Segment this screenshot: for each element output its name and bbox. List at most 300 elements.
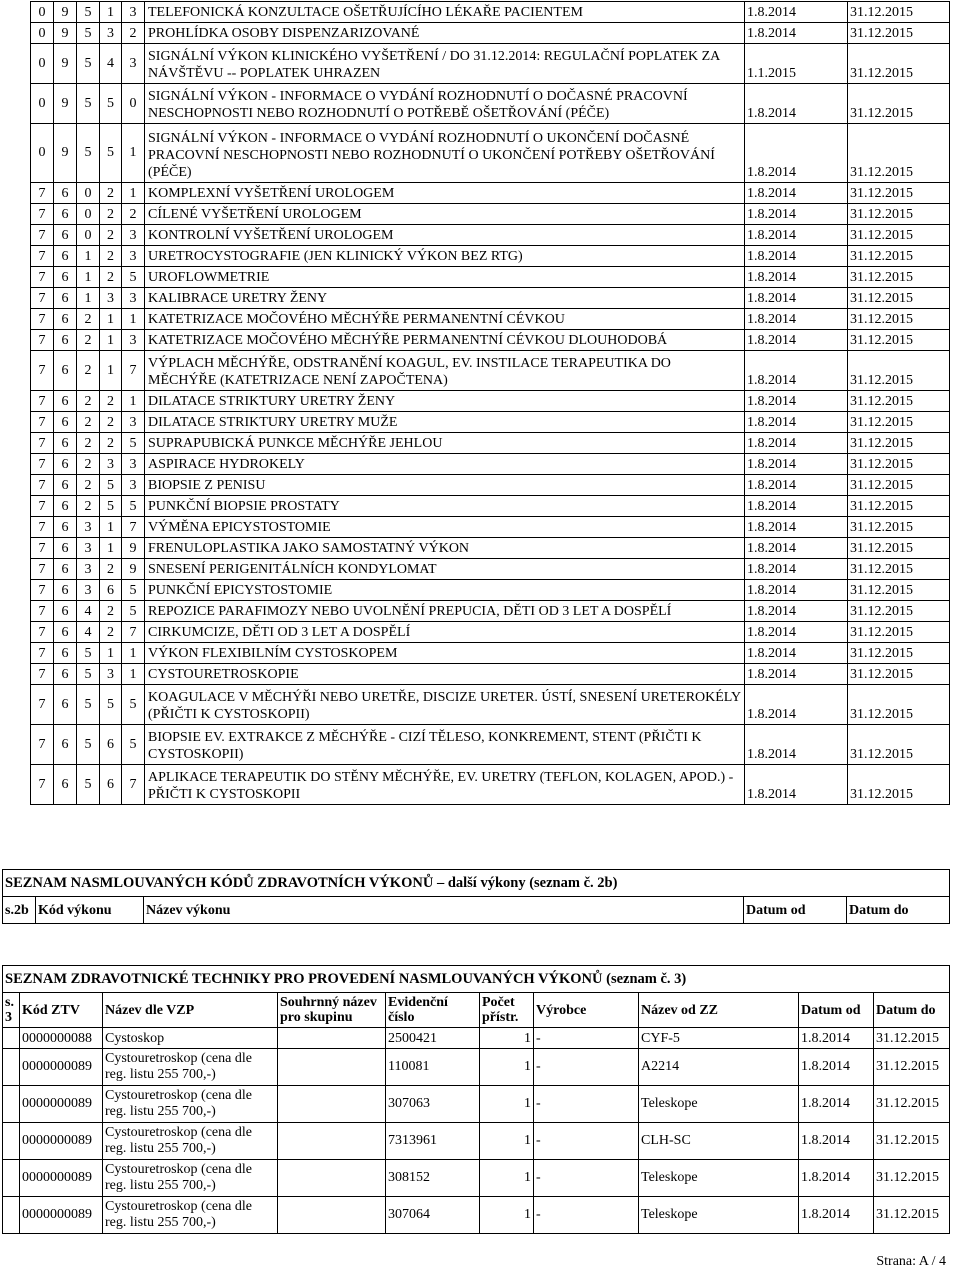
code-digit: 6 xyxy=(100,765,122,805)
table-row xyxy=(31,601,950,622)
table-row xyxy=(31,454,950,475)
procedure-code-table xyxy=(30,1,950,805)
procedure-name: CIRKUMCIZE, DĚTI OD 3 LET A DOSPĚLÍ xyxy=(145,622,745,643)
code-digit: 3 xyxy=(122,2,145,23)
date-to: 31.12.2015 xyxy=(848,309,950,330)
code-digit: 5 xyxy=(122,725,145,765)
code-digit: 2 xyxy=(100,433,122,454)
table-row xyxy=(31,412,950,433)
code-digit: 3 xyxy=(122,475,145,496)
procedure-name: UROFLOWMETRIE xyxy=(145,267,745,288)
date-from: 1.8.2014 xyxy=(745,246,848,267)
code-digit: 1 xyxy=(77,246,100,267)
code-digit: 7 xyxy=(31,475,54,496)
table-row xyxy=(31,351,950,391)
date-from: 1.8.2014 xyxy=(745,643,848,664)
table-row xyxy=(31,496,950,517)
code-digit: 7 xyxy=(31,725,54,765)
table-row xyxy=(31,538,950,559)
code-digit: 5 xyxy=(100,685,122,725)
code-digit: 0 xyxy=(31,2,54,23)
procedure-name: CÍLENÉ VYŠETŘENÍ UROLOGEM xyxy=(145,204,745,225)
procedure-name: SIGNÁLNÍ VÝKON - INFORMACE O VYDÁNÍ ROZHODNUTÍ O UKONČENÍ DOČASNÉ PRACOVNÍ NESCHOPNOSTI NEBO ROZHODNUTÍ O UKONČENÍ POTŘEBY OŠETŘOVÁNÍ (PÉČE) xyxy=(145,124,745,183)
device-group xyxy=(278,1086,386,1123)
table-row xyxy=(31,559,950,580)
device-maker: - xyxy=(534,1160,639,1197)
code-digit: 2 xyxy=(100,225,122,246)
device-zz: CLH-SC xyxy=(639,1123,799,1160)
table-row xyxy=(31,664,950,685)
date-to: 31.12.2015 xyxy=(848,23,950,44)
device-evid: 2500421 xyxy=(386,1028,480,1049)
code-digit: 5 xyxy=(122,267,145,288)
code-digit: 6 xyxy=(54,433,77,454)
device-row xyxy=(3,1028,950,1049)
device-name: Cystouretroskop (cena dle reg. listu 255 700,-) xyxy=(103,1086,278,1123)
col-group: Souhrnný název pro skupinu xyxy=(278,993,386,1028)
code-digit: 6 xyxy=(54,601,77,622)
device-zz: Teleskope xyxy=(639,1086,799,1123)
code-digit: 1 xyxy=(100,2,122,23)
code-digit: 7 xyxy=(31,622,54,643)
device-group xyxy=(278,1028,386,1049)
code-digit: 1 xyxy=(100,517,122,538)
page-number: Strana: A / 4 xyxy=(876,1254,946,1269)
date-to: 31.12.2015 xyxy=(848,2,950,23)
device-name: Cystouretroskop (cena dle reg. listu 255 700,-) xyxy=(103,1160,278,1197)
table-row xyxy=(31,622,950,643)
device-to: 31.12.2015 xyxy=(874,1028,950,1049)
code-digit: 7 xyxy=(31,351,54,391)
date-to: 31.12.2015 xyxy=(848,765,950,805)
device-s xyxy=(3,1028,20,1049)
procedure-name: APLIKACE TERAPEUTIK DO STĚNY MĚCHÝŘE, EV. URETRY (TEFLON, KOLAGEN, APOD.) - PŘIČTI K CYSTOSKOPII xyxy=(145,765,745,805)
table-row xyxy=(31,391,950,412)
code-digit: 6 xyxy=(54,454,77,475)
code-digit: 6 xyxy=(54,391,77,412)
table-row xyxy=(31,517,950,538)
code-digit: 3 xyxy=(122,454,145,475)
table-row xyxy=(31,204,950,225)
date-from: 1.8.2014 xyxy=(745,725,848,765)
procedure-name: CYSTOURETROSKOPIE xyxy=(145,664,745,685)
device-from: 1.8.2014 xyxy=(799,1197,874,1234)
code-digit: 1 xyxy=(100,309,122,330)
code-digit: 7 xyxy=(31,517,54,538)
code-digit: 2 xyxy=(122,204,145,225)
date-to: 31.12.2015 xyxy=(848,44,950,84)
section-3-table xyxy=(2,965,950,1234)
procedure-name: PUNKČNÍ EPICYSTOSTOMIE xyxy=(145,580,745,601)
code-digit: 1 xyxy=(122,391,145,412)
device-from: 1.8.2014 xyxy=(799,1086,874,1123)
device-code: 0000000089 xyxy=(20,1160,103,1197)
date-to: 31.12.2015 xyxy=(848,84,950,124)
date-to: 31.12.2015 xyxy=(848,124,950,183)
device-count: 1 xyxy=(480,1197,534,1234)
device-s xyxy=(3,1086,20,1123)
code-digit: 7 xyxy=(31,412,54,433)
device-s xyxy=(3,1197,20,1234)
col-s3: s. 3 xyxy=(3,993,20,1028)
code-digit: 2 xyxy=(77,391,100,412)
code-digit: 3 xyxy=(77,580,100,601)
date-to: 31.12.2015 xyxy=(848,391,950,412)
code-digit: 1 xyxy=(100,643,122,664)
code-digit: 7 xyxy=(31,330,54,351)
code-digit: 7 xyxy=(31,496,54,517)
code-digit: 0 xyxy=(77,183,100,204)
device-name: Cystoskop xyxy=(103,1028,278,1049)
code-digit: 2 xyxy=(122,23,145,44)
device-zz: Teleskope xyxy=(639,1160,799,1197)
code-digit: 1 xyxy=(100,538,122,559)
date-from: 1.8.2014 xyxy=(745,2,848,23)
col-evid: Evidenční číslo xyxy=(386,993,480,1028)
code-digit: 7 xyxy=(122,765,145,805)
procedure-name: DILATACE STRIKTURY URETRY MUŽE xyxy=(145,412,745,433)
code-digit: 2 xyxy=(100,622,122,643)
code-digit: 2 xyxy=(100,601,122,622)
device-code: 0000000088 xyxy=(20,1028,103,1049)
device-name: Cystouretroskop (cena dle reg. listu 255 700,-) xyxy=(103,1049,278,1086)
code-digit: 2 xyxy=(100,246,122,267)
code-digit: 7 xyxy=(31,204,54,225)
code-digit: 6 xyxy=(54,496,77,517)
table-row xyxy=(31,23,950,44)
code-digit: 5 xyxy=(77,685,100,725)
code-digit: 0 xyxy=(77,204,100,225)
device-from: 1.8.2014 xyxy=(799,1049,874,1086)
code-digit: 1 xyxy=(100,330,122,351)
procedure-name: KATETRIZACE MOČOVÉHO MĚCHÝŘE PERMANENTNÍ CÉVKOU xyxy=(145,309,745,330)
device-from: 1.8.2014 xyxy=(799,1028,874,1049)
code-digit: 2 xyxy=(77,475,100,496)
procedure-name: DILATACE STRIKTURY URETRY ŽENY xyxy=(145,391,745,412)
code-digit: 0 xyxy=(31,23,54,44)
device-s xyxy=(3,1160,20,1197)
code-digit: 9 xyxy=(122,559,145,580)
col-from: Datum od xyxy=(744,897,847,924)
code-digit: 3 xyxy=(122,225,145,246)
code-digit: 4 xyxy=(77,601,100,622)
code-digit: 9 xyxy=(54,124,77,183)
date-from: 1.8.2014 xyxy=(745,559,848,580)
code-digit: 7 xyxy=(31,559,54,580)
date-from: 1.8.2014 xyxy=(745,765,848,805)
table-row xyxy=(31,475,950,496)
device-maker: - xyxy=(534,1049,639,1086)
date-to: 31.12.2015 xyxy=(848,288,950,309)
procedure-name: PROHLÍDKA OSOBY DISPENZARIZOVANÉ xyxy=(145,23,745,44)
code-digit: 9 xyxy=(54,84,77,124)
code-digit: 7 xyxy=(122,351,145,391)
code-digit: 5 xyxy=(100,84,122,124)
date-from: 1.8.2014 xyxy=(745,391,848,412)
code-digit: 5 xyxy=(122,433,145,454)
date-to: 31.12.2015 xyxy=(848,580,950,601)
date-from: 1.8.2014 xyxy=(745,23,848,44)
code-digit: 5 xyxy=(100,475,122,496)
code-digit: 1 xyxy=(77,288,100,309)
code-digit: 7 xyxy=(31,580,54,601)
table-row xyxy=(31,580,950,601)
procedure-name: KOMPLEXNÍ VYŠETŘENÍ UROLOGEM xyxy=(145,183,745,204)
date-from: 1.8.2014 xyxy=(745,622,848,643)
col-code: Kód výkonu xyxy=(36,897,144,924)
code-digit: 3 xyxy=(100,23,122,44)
section-3-header-row xyxy=(3,993,950,1028)
date-from: 1.8.2014 xyxy=(745,580,848,601)
code-digit: 4 xyxy=(100,44,122,84)
code-digit: 4 xyxy=(77,622,100,643)
table-row xyxy=(31,246,950,267)
col-zz: Název od ZZ xyxy=(639,993,799,1028)
code-digit: 6 xyxy=(54,685,77,725)
date-from: 1.8.2014 xyxy=(745,412,848,433)
table-row xyxy=(31,643,950,664)
procedure-name: KOAGULACE V MĚCHÝŘI NEBO URETŘE, DISCIZE URETER. ÚSTÍ, SNESENÍ URETEROKÉLY (PŘIČTI K CYSTOSKOPII) xyxy=(145,685,745,725)
date-to: 31.12.2015 xyxy=(848,183,950,204)
table-row xyxy=(31,433,950,454)
code-digit: 6 xyxy=(54,412,77,433)
code-digit: 6 xyxy=(54,580,77,601)
procedure-name: SUPRAPUBICKÁ PUNKCE MĚCHÝŘE JEHLOU xyxy=(145,433,745,454)
date-from: 1.8.2014 xyxy=(745,225,848,246)
code-digit: 3 xyxy=(122,44,145,84)
code-digit: 6 xyxy=(54,267,77,288)
date-from: 1.8.2014 xyxy=(745,183,848,204)
date-to: 31.12.2015 xyxy=(848,246,950,267)
procedure-name: KALIBRACE URETRY ŽENY xyxy=(145,288,745,309)
device-zz: Teleskope xyxy=(639,1197,799,1234)
date-from: 1.8.2014 xyxy=(745,664,848,685)
date-from: 1.8.2014 xyxy=(745,124,848,183)
procedure-name: FRENULOPLASTIKA JAKO SAMOSTATNÝ VÝKON xyxy=(145,538,745,559)
device-zz: CYF-5 xyxy=(639,1028,799,1049)
device-group xyxy=(278,1197,386,1234)
device-count: 1 xyxy=(480,1123,534,1160)
code-digit: 7 xyxy=(31,765,54,805)
date-from: 1.8.2014 xyxy=(745,267,848,288)
procedure-name: SNESENÍ PERIGENITÁLNÍCH KONDYLOMAT xyxy=(145,559,745,580)
device-group xyxy=(278,1123,386,1160)
code-digit: 3 xyxy=(77,538,100,559)
col-to: Datum do xyxy=(874,993,950,1028)
code-digit: 6 xyxy=(54,538,77,559)
date-to: 31.12.2015 xyxy=(848,454,950,475)
table-row xyxy=(31,44,950,84)
procedure-name: SIGNÁLNÍ VÝKON KLINICKÉHO VYŠETŘENÍ / DO 31.12.2014: REGULAČNÍ POPLATEK ZA NÁVŠTĚVU -- POPLATEK UHRAZEN xyxy=(145,44,745,84)
code-digit: 3 xyxy=(100,454,122,475)
procedure-name: VÝPLACH MĚCHÝŘE, ODSTRANĚNÍ KOAGUL, EV. INSTILACE TERAPEUTIKA DO MĚCHÝŘE (KATETRIZACE NENÍ ZAPOČTENA) xyxy=(145,351,745,391)
table-row xyxy=(31,309,950,330)
procedure-name: ASPIRACE HYDROKELY xyxy=(145,454,745,475)
code-digit: 5 xyxy=(77,725,100,765)
device-zz: A2214 xyxy=(639,1049,799,1086)
code-digit: 6 xyxy=(54,309,77,330)
table-row xyxy=(31,725,950,765)
procedure-name: KONTROLNÍ VYŠETŘENÍ UROLOGEM xyxy=(145,225,745,246)
code-digit: 1 xyxy=(122,664,145,685)
code-digit: 2 xyxy=(100,204,122,225)
code-digit: 6 xyxy=(54,475,77,496)
code-digit: 3 xyxy=(122,246,145,267)
device-evid: 307063 xyxy=(386,1086,480,1123)
procedure-name: KATETRIZACE MOČOVÉHO MĚCHÝŘE PERMANENTNÍ CÉVKOU DLOUHODOBÁ xyxy=(145,330,745,351)
device-code: 0000000089 xyxy=(20,1123,103,1160)
code-digit: 2 xyxy=(77,496,100,517)
code-digit: 2 xyxy=(100,267,122,288)
date-from: 1.8.2014 xyxy=(745,475,848,496)
date-to: 31.12.2015 xyxy=(848,204,950,225)
code-digit: 5 xyxy=(77,44,100,84)
procedure-name: URETROCYSTOGRAFIE (JEN KLINICKÝ VÝKON BEZ RTG) xyxy=(145,246,745,267)
date-to: 31.12.2015 xyxy=(848,496,950,517)
col-name-vzp: Název dle VZP xyxy=(103,993,278,1028)
device-code: 0000000089 xyxy=(20,1049,103,1086)
code-digit: 0 xyxy=(77,225,100,246)
col-to: Datum do xyxy=(847,897,950,924)
code-digit: 6 xyxy=(54,765,77,805)
date-from: 1.8.2014 xyxy=(745,433,848,454)
date-to: 31.12.2015 xyxy=(848,517,950,538)
table-row xyxy=(31,288,950,309)
code-digit: 1 xyxy=(77,267,100,288)
code-digit: 2 xyxy=(77,433,100,454)
code-digit: 5 xyxy=(77,84,100,124)
date-from: 1.8.2014 xyxy=(745,351,848,391)
table-row xyxy=(31,765,950,805)
date-to: 31.12.2015 xyxy=(848,433,950,454)
code-digit: 5 xyxy=(77,2,100,23)
section-2b-title: SEZNAM NASMLOUVANÝCH KÓDŮ ZDRAVOTNÍCH VÝKONŮ – další výkony (seznam č. 2b) xyxy=(3,870,950,897)
procedure-name: VÝMĚNA EPICYSTOSTOMIE xyxy=(145,517,745,538)
code-digit: 3 xyxy=(77,517,100,538)
code-digit: 5 xyxy=(77,124,100,183)
code-digit: 7 xyxy=(31,643,54,664)
code-digit: 2 xyxy=(100,391,122,412)
table-row xyxy=(31,267,950,288)
date-from: 1.8.2014 xyxy=(745,538,848,559)
code-digit: 2 xyxy=(100,559,122,580)
device-count: 1 xyxy=(480,1049,534,1086)
device-evid: 307064 xyxy=(386,1197,480,1234)
code-digit: 9 xyxy=(122,538,145,559)
code-digit: 7 xyxy=(31,183,54,204)
date-from: 1.8.2014 xyxy=(745,496,848,517)
device-from: 1.8.2014 xyxy=(799,1123,874,1160)
code-digit: 7 xyxy=(31,267,54,288)
device-s xyxy=(3,1049,20,1086)
code-digit: 5 xyxy=(100,496,122,517)
code-digit: 3 xyxy=(122,288,145,309)
code-digit: 6 xyxy=(54,517,77,538)
device-to: 31.12.2015 xyxy=(874,1197,950,1234)
device-maker: - xyxy=(534,1086,639,1123)
date-from: 1.8.2014 xyxy=(745,204,848,225)
device-maker: - xyxy=(534,1028,639,1049)
procedure-name: BIOPSIE Z PENISU xyxy=(145,475,745,496)
table-row xyxy=(31,2,950,23)
table-row xyxy=(31,685,950,725)
date-to: 31.12.2015 xyxy=(848,685,950,725)
code-digit: 6 xyxy=(100,725,122,765)
code-digit: 5 xyxy=(122,685,145,725)
code-digit: 6 xyxy=(54,643,77,664)
code-digit: 3 xyxy=(122,330,145,351)
code-digit: 2 xyxy=(77,412,100,433)
device-to: 31.12.2015 xyxy=(874,1123,950,1160)
procedure-name: PUNKČNÍ BIOPSIE PROSTATY xyxy=(145,496,745,517)
code-digit: 1 xyxy=(122,309,145,330)
code-digit: 7 xyxy=(31,538,54,559)
device-row xyxy=(3,1160,950,1197)
device-row xyxy=(3,1123,950,1160)
col-s2b: s.2b xyxy=(3,897,36,924)
code-digit: 2 xyxy=(77,309,100,330)
device-code: 0000000089 xyxy=(20,1197,103,1234)
date-from: 1.8.2014 xyxy=(745,454,848,475)
code-digit: 6 xyxy=(54,725,77,765)
table-row xyxy=(31,225,950,246)
device-row xyxy=(3,1049,950,1086)
device-to: 31.12.2015 xyxy=(874,1049,950,1086)
code-digit: 1 xyxy=(100,351,122,391)
code-digit: 7 xyxy=(31,246,54,267)
code-digit: 5 xyxy=(77,23,100,44)
section-2b-table xyxy=(2,869,950,924)
code-digit: 7 xyxy=(31,225,54,246)
code-digit: 7 xyxy=(31,288,54,309)
device-from: 1.8.2014 xyxy=(799,1160,874,1197)
table-row xyxy=(31,330,950,351)
code-digit: 6 xyxy=(54,204,77,225)
code-digit: 5 xyxy=(122,496,145,517)
code-digit: 2 xyxy=(77,454,100,475)
code-digit: 5 xyxy=(77,664,100,685)
table-row xyxy=(31,183,950,204)
device-to: 31.12.2015 xyxy=(874,1160,950,1197)
code-digit: 7 xyxy=(31,309,54,330)
device-row xyxy=(3,1197,950,1234)
code-digit: 9 xyxy=(54,44,77,84)
device-evid: 308152 xyxy=(386,1160,480,1197)
procedure-name: VÝKON FLEXIBILNÍM CYSTOSKOPEM xyxy=(145,643,745,664)
date-to: 31.12.2015 xyxy=(848,559,950,580)
procedure-name: TELEFONICKÁ KONZULTACE OŠETŘUJÍCÍHO LÉKAŘE PACIENTEM xyxy=(145,2,745,23)
procedure-name: SIGNÁLNÍ VÝKON - INFORMACE O VYDÁNÍ ROZHODNUTÍ O DOČASNÉ PRACOVNÍ NESCHOPNOSTI NEBO ROZHODNUTÍ O POTŘEBĚ OŠETŘOVÁNÍ (PÉČE) xyxy=(145,84,745,124)
code-digit: 6 xyxy=(54,664,77,685)
device-name: Cystouretroskop (cena dle reg. listu 255 700,-) xyxy=(103,1197,278,1234)
date-to: 31.12.2015 xyxy=(848,225,950,246)
device-count: 1 xyxy=(480,1160,534,1197)
code-digit: 5 xyxy=(122,601,145,622)
section-2b-header-row xyxy=(3,897,950,924)
table-row xyxy=(31,124,950,183)
date-from: 1.8.2014 xyxy=(745,685,848,725)
code-digit: 2 xyxy=(100,183,122,204)
code-digit: 7 xyxy=(31,433,54,454)
device-to: 31.12.2015 xyxy=(874,1086,950,1123)
code-digit: 7 xyxy=(122,517,145,538)
code-digit: 3 xyxy=(100,288,122,309)
code-digit: 9 xyxy=(54,23,77,44)
code-digit: 7 xyxy=(31,685,54,725)
code-digit: 1 xyxy=(122,183,145,204)
procedure-name: BIOPSIE EV. EXTRAKCE Z MĚCHÝŘE - CIZÍ TĚLESO, KONKREMENT, STENT (PŘIČTI K CYSTOSKOPII) xyxy=(145,725,745,765)
date-from: 1.8.2014 xyxy=(745,84,848,124)
